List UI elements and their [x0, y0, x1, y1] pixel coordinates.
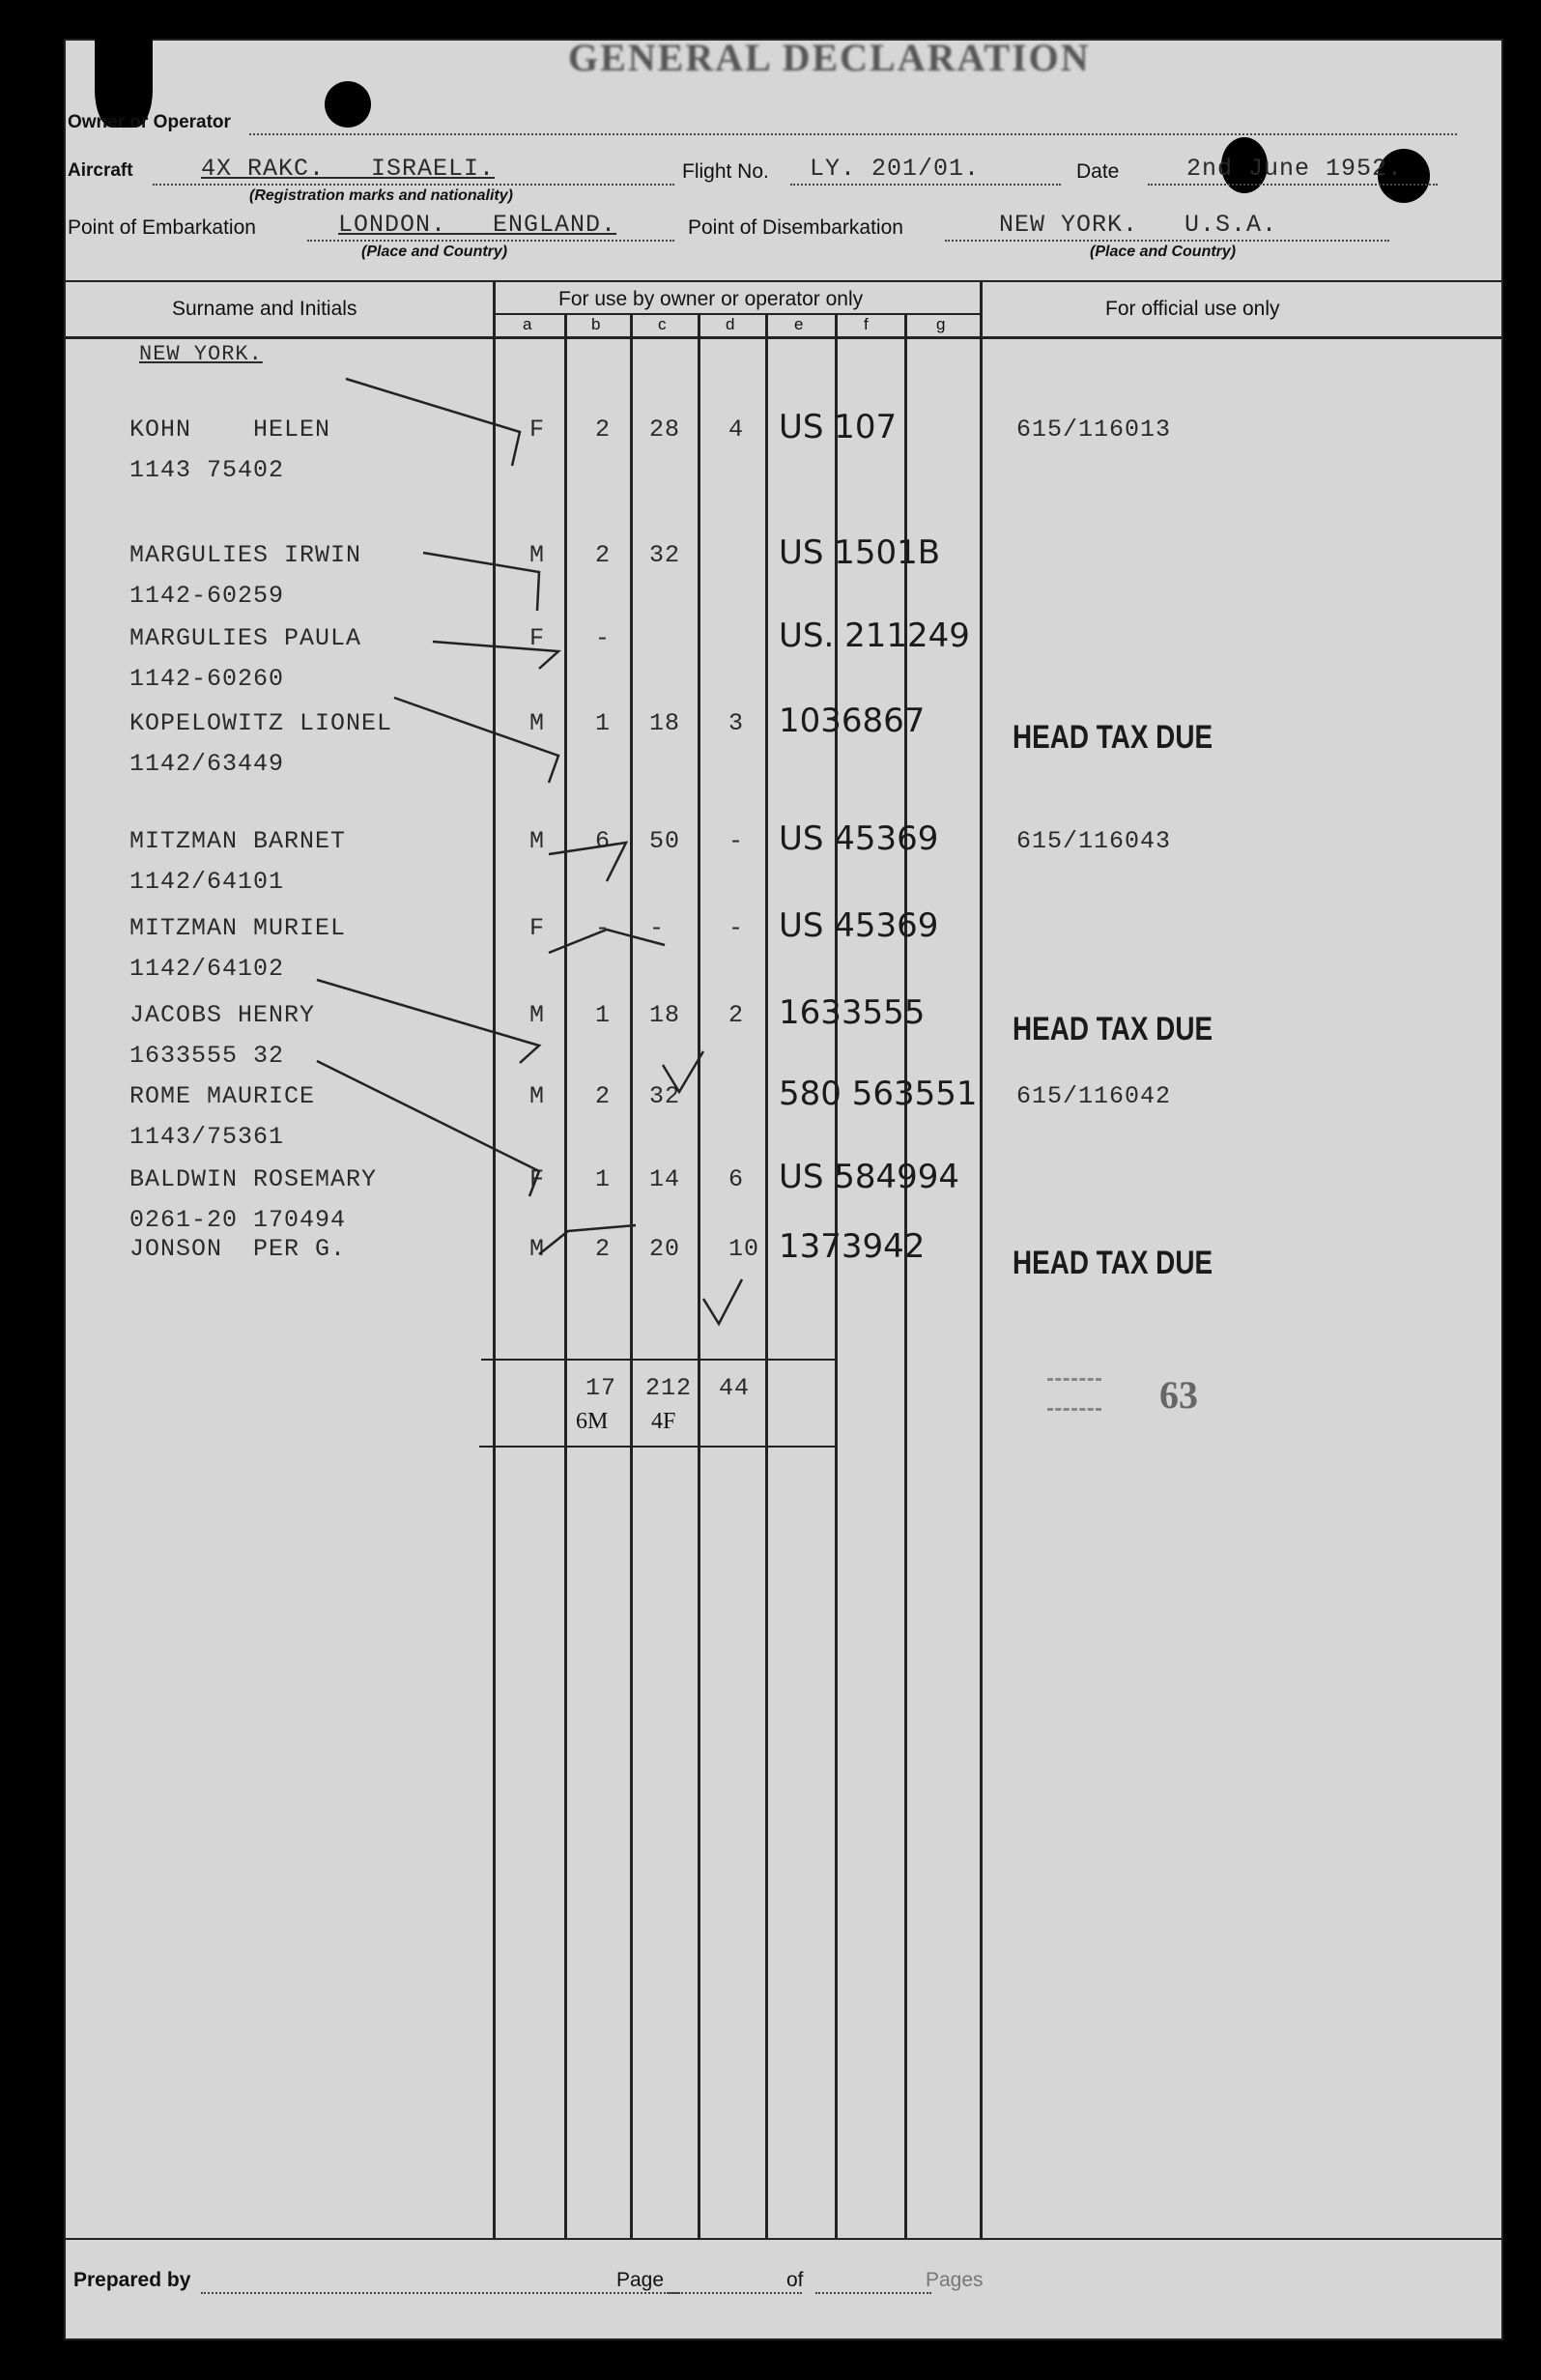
passenger-name: KOPELOWITZ LIONEL	[129, 709, 393, 737]
form-title: GENERAL DECLARATION	[568, 36, 1091, 79]
page-line	[667, 2292, 802, 2294]
date-label: Date	[1076, 160, 1120, 183]
date-value: 2nd June 1952.	[1186, 155, 1404, 183]
aircraft-caption: (Registration marks and nationality)	[249, 187, 513, 204]
col-a-value: M	[529, 709, 546, 737]
embark-line	[307, 240, 674, 242]
passenger-name: MITZMAN MURIEL	[129, 914, 347, 942]
passenger-name: MARGULIES IRWIN	[129, 541, 362, 569]
page-label: Page	[616, 2269, 665, 2291]
official-ref: 615/116043	[1016, 827, 1172, 855]
check-stroke	[539, 1225, 636, 1254]
col-a-value: M	[529, 1082, 546, 1110]
col-divider	[765, 313, 768, 2238]
col-c-value: -	[649, 914, 666, 942]
passenger-id: 1142/63449	[129, 750, 285, 778]
passenger-id: 1633555 32	[129, 1042, 285, 1070]
col-surname-header: Surname and Initials	[172, 298, 357, 320]
col-c-value: 18	[649, 1001, 681, 1029]
section-heading: NEW YORK.	[139, 342, 263, 366]
col-divider	[493, 280, 496, 2238]
col-b-value: 1	[595, 1165, 612, 1193]
col-c-value: 14	[649, 1165, 681, 1193]
flight-value: LY. 201/01.	[810, 155, 981, 183]
col-divider	[564, 313, 567, 2238]
handwritten-value: US. 211249	[779, 617, 970, 655]
subcolumn-letter-g: g	[936, 315, 946, 333]
check-stroke	[423, 553, 539, 611]
disembark-label: Point of Disembarkation	[688, 216, 903, 239]
passenger-name: BALDWIN ROSEMARY	[129, 1165, 378, 1193]
col-a-value: M	[529, 541, 546, 569]
aircraft-line	[153, 184, 674, 186]
embark-value: LONDON. ENGLAND.	[338, 211, 617, 239]
col-d-value: -	[728, 914, 745, 942]
passenger-id: 1142-60260	[129, 665, 285, 693]
ink-blot	[95, 2, 153, 128]
handwritten-value: 1373942	[779, 1227, 926, 1266]
passenger-name: MARGULIES PAULA	[129, 624, 362, 652]
handwritten-value: 1036867	[779, 702, 926, 740]
col-c-value: 20	[649, 1235, 681, 1263]
page-mark: 63	[1159, 1373, 1198, 1417]
passenger-name: ROME MAURICE	[129, 1082, 316, 1110]
embark-caption: (Place and Country)	[361, 244, 508, 260]
col-a-value: M	[529, 1001, 546, 1029]
col-b-value: 6	[595, 827, 612, 855]
handwritten-value: US 45369	[779, 819, 939, 858]
total-b2: 6M	[576, 1409, 609, 1434]
passenger-id: 1143/75361	[129, 1123, 285, 1151]
subcolumn-letter-a: a	[523, 315, 532, 333]
official-ref: 615/116013	[1016, 416, 1172, 444]
declaration-form	[64, 36, 1503, 2340]
owner-line	[249, 133, 1457, 135]
subcolumn-letter-b: b	[591, 315, 601, 333]
pages-label: Pages	[926, 2269, 984, 2291]
prepared-line	[201, 2292, 680, 2294]
aircraft-label: Aircraft	[68, 160, 133, 181]
col-a-value: F	[529, 624, 546, 652]
disembark-caption: (Place and Country)	[1090, 244, 1237, 260]
col-c-value: 32	[649, 1082, 681, 1110]
col-a-value: M	[529, 1235, 546, 1263]
handwritten-value: US 1501B	[779, 533, 941, 572]
col-d-value: 4	[728, 416, 745, 444]
prepared-label: Prepared by	[73, 2269, 191, 2291]
subcolumn-letter-c: c	[658, 315, 667, 333]
col-a-value: M	[529, 827, 546, 855]
col-b-value: -	[595, 624, 612, 652]
flight-line	[790, 184, 1061, 186]
col-divider	[980, 280, 983, 2238]
head-tax-stamp: HEAD TAX DUE	[1013, 719, 1213, 756]
col-c-value: 18	[649, 709, 681, 737]
col-official-header: For official use only	[1105, 298, 1280, 320]
ink-blot	[325, 81, 371, 128]
subcolumn-letter-f: f	[864, 315, 869, 333]
col-divider	[630, 313, 633, 2238]
handwritten-value: US 107	[779, 408, 898, 446]
official-ref: 615/116042	[1016, 1082, 1172, 1110]
col-divider	[835, 313, 838, 2238]
check-stroke	[703, 1279, 742, 1324]
col-c-value: 28	[649, 416, 681, 444]
check-stroke	[549, 843, 626, 881]
col-divider	[698, 313, 700, 2238]
footer-rule	[66, 2238, 1501, 2240]
col-b-value: 1	[595, 1001, 612, 1029]
passenger-id: 1142/64102	[129, 955, 285, 983]
col-b-value: 1	[595, 709, 612, 737]
totals-top-rule	[481, 1359, 835, 1361]
date-line	[1148, 184, 1438, 186]
col-c-value: 32	[649, 541, 681, 569]
disembark-line	[945, 240, 1389, 242]
col-d-value: 2	[728, 1001, 745, 1029]
of-label: of	[786, 2269, 804, 2291]
head-tax-stamp: HEAD TAX DUE	[1013, 1245, 1213, 1281]
total-c2: 4F	[651, 1409, 676, 1434]
col-a-value: F	[529, 1165, 546, 1193]
col-b-value: 2	[595, 1082, 612, 1110]
handwritten-value: US 584994	[779, 1158, 960, 1196]
total-c: 212	[645, 1374, 693, 1402]
table-top-rule	[66, 280, 1501, 282]
col-d-value: 3	[728, 709, 745, 737]
col-c-value: 50	[649, 827, 681, 855]
faint-dashes	[1047, 1378, 1101, 1411]
embark-label: Point of Embarkation	[68, 216, 256, 239]
passenger-id: 1142-60259	[129, 582, 285, 610]
col-b-value: 2	[595, 541, 612, 569]
aircraft-value: 4X RAKC. ISRAELI.	[201, 155, 496, 183]
passenger-name: JONSON PER G.	[129, 1235, 347, 1263]
handwritten-value: 1633555	[779, 993, 926, 1032]
passenger-name: MITZMAN BARNET	[129, 827, 347, 855]
passenger-name: KOHN HELEN	[129, 416, 331, 444]
subcolumn-letter-e: e	[794, 315, 804, 333]
check-stroke	[317, 980, 539, 1063]
owner-label: Owner or Operator	[68, 112, 231, 132]
col-b-value: 2	[595, 1235, 612, 1263]
col-b-value: -	[595, 914, 612, 942]
col-d-value: -	[728, 827, 745, 855]
col-b-value: 2	[595, 416, 612, 444]
col-a-value: F	[529, 914, 546, 942]
flight-label: Flight No.	[682, 160, 769, 183]
handwritten-value: US 45369	[779, 906, 939, 945]
disembark-value: NEW YORK. U.S.A.	[999, 211, 1278, 239]
of-line	[815, 2292, 931, 2294]
passenger-id: 1143 75402	[129, 456, 285, 484]
head-tax-stamp: HEAD TAX DUE	[1013, 1011, 1213, 1047]
passenger-id: 1142/64101	[129, 868, 285, 896]
col-owner-header: For use by owner or operator only	[558, 288, 864, 310]
header-bottom-rule	[66, 336, 1501, 339]
col-divider	[904, 313, 907, 2238]
col-a-value: F	[529, 416, 546, 444]
passenger-id: 0261-20 170494	[129, 1206, 347, 1234]
col-d-value: 10	[728, 1235, 760, 1263]
handwritten-value: 580 563551	[779, 1075, 978, 1113]
passenger-name: JACOBS HENRY	[129, 1001, 316, 1029]
totals-bottom-rule	[479, 1446, 835, 1448]
total-b: 17	[585, 1374, 617, 1402]
subcolumn-letter-d: d	[726, 315, 735, 333]
total-d: 44	[719, 1374, 751, 1402]
col-d-value: 6	[728, 1165, 745, 1193]
